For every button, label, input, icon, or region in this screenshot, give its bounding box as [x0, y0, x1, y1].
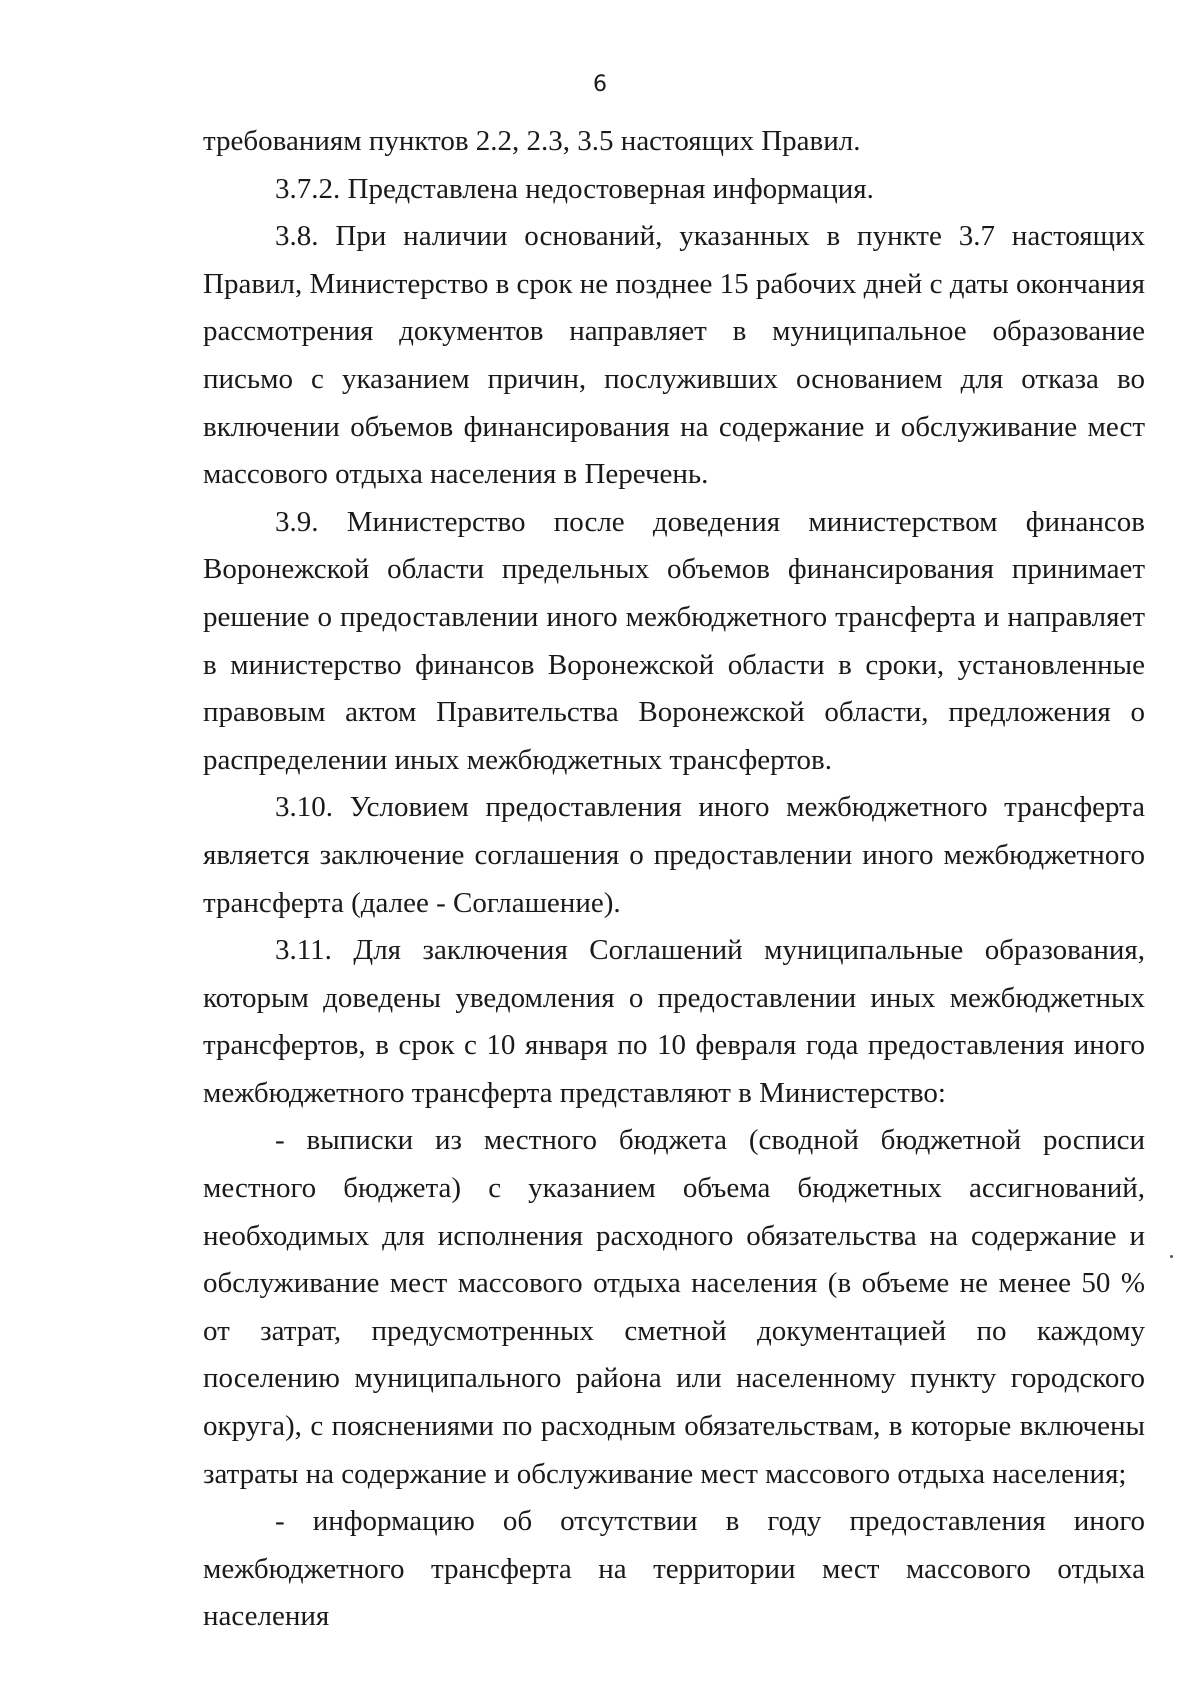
paragraph-3-11: 3.11. Для заключения Соглашений муниципальные образования, которым доведены уведомления о предоставлении иных межбюджетных трансфертов, в срок с 10 января по 10 февраля года предоставления иного межбюджетного трансферта представляют в Министерство:: [203, 934, 1145, 1109]
paragraph-3-10: 3.10. Условием предоставления иного межбюджетного трансферта является заключение соглашения о предоставлении иного межбюджетного трансферта (далее - Соглашение).: [203, 791, 1145, 919]
list-item-budget-extract: - выписки из местного бюджета (сводной бюджетной росписи местного бюджета) с указанием объема бюджетных ассигнований, необходимых для исполнения расходного обязательства на содержание и обслуживание мест массового отдыха населения (в объеме не менее 50 % от затрат, предусмотренных сметной документацией по каждому поселению муниципального района или населенному пункту городского округа), с пояснениями по расходным обязательствам, в которые включены затраты на содержание и обслуживание мест массового отдыха населения;: [203, 1124, 1145, 1490]
paragraph-3-7-2: 3.7.2. Представлена недостоверная информация.: [275, 172, 874, 205]
list-item-absence-info: - информацию об отсутствии в году предоставления иного межбюджетного трансферта на территории мест массового отдыха населения: [203, 1505, 1145, 1633]
paragraph-continuation: требованиям пунктов 2.2, 2.3, 3.5 настоящих Правил.: [203, 125, 861, 157]
paragraph-3-9: 3.9. Министерство после доведения министерством финансов Воронежской области предельных объемов финансирования принимает решение о предоставлении иного межбюджетного трансферта и направляет в министерство финансов Воронежской области в сроки, установленные правовым актом Правительства Воронежской области, предложения о распределении иных межбюджетных трансфертов.: [203, 505, 1145, 776]
page-number: 6: [593, 72, 607, 97]
scan-speck: [1170, 1255, 1173, 1258]
paragraph-3-8: 3.8. При наличии оснований, указанных в пункте 3.7 настоящих Правил, Министерство в срок не позднее 15 рабочих дней с даты окончания рассмотрения документов направляет в муниципальное образование письмо с указанием причин, послуживших основанием для отказа во включении объемов финансирования на содержание и обслуживание мест массового отдыха населения в Перечень.: [203, 220, 1145, 491]
document-body: [203, 118, 1145, 1641]
